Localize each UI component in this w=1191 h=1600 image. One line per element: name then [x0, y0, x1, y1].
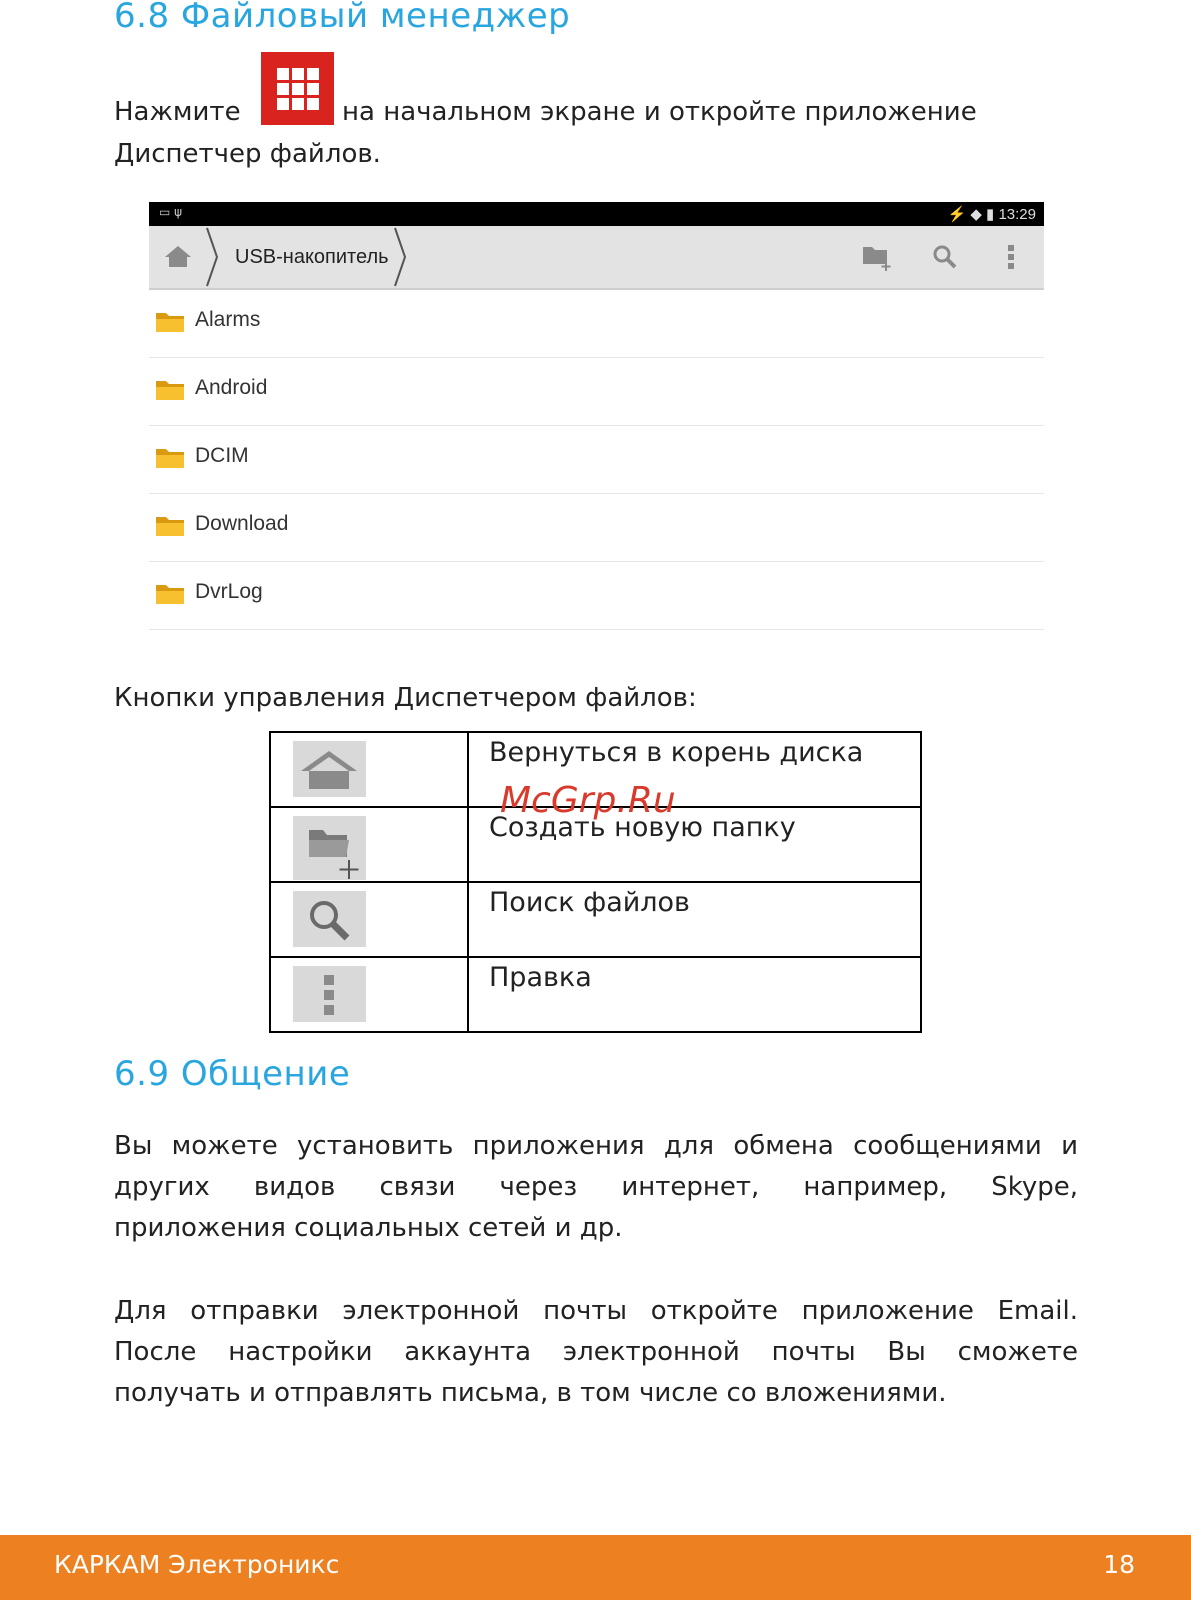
status-right — [947, 205, 1036, 223]
new-folder-icon[interactable] — [861, 242, 893, 272]
description-cell: Правка — [468, 957, 921, 1032]
folder-icon — [155, 583, 185, 605]
folder-name: Alarms — [195, 308, 261, 331]
list-item[interactable] — [149, 426, 1044, 494]
breadcrumb-label: USB-накопитель — [235, 245, 389, 268]
file-manager-screenshot — [149, 202, 1044, 627]
folder-name: Download — [195, 512, 289, 535]
icon-cell — [270, 957, 468, 1032]
status-icons: ⚡ ◆ ▮ — [947, 206, 999, 223]
folder-name: DvrLog — [195, 580, 263, 603]
list-item[interactable] — [149, 494, 1044, 562]
list-item[interactable] — [149, 358, 1044, 426]
paragraph-line: получать и отправлять письма, в том числе со вложениями. — [114, 1378, 947, 1408]
breadcrumb-separator-icon — [393, 226, 407, 288]
table-row — [270, 882, 921, 957]
breadcrumb-separator-icon — [205, 226, 219, 288]
section-title-communication: 6.9 Общение — [114, 1054, 351, 1094]
search-icon — [293, 891, 366, 947]
intro-paragraph — [114, 92, 241, 133]
description-cell: Вернуться в корень диска — [468, 732, 921, 807]
folder-icon — [155, 447, 185, 469]
search-icon[interactable] — [929, 242, 961, 272]
section-title-file-manager: 6.8 Файловый менеджер — [114, 0, 571, 36]
home-icon — [293, 741, 366, 797]
icon-cell — [270, 807, 468, 882]
folder-name: DCIM — [195, 444, 249, 467]
home-icon[interactable] — [163, 244, 193, 270]
controls-caption: Кнопки управления Диспетчером файлов: — [114, 683, 697, 713]
status-time: 13:29 — [998, 206, 1036, 223]
paragraph-line: приложения социальных сетей и др. — [114, 1213, 623, 1243]
paragraph-line: Вы можете установить приложения для обмена сообщениями и — [114, 1131, 1078, 1161]
new-folder-icon — [293, 816, 366, 880]
intro-line-2: Диспетчер файлов. — [114, 139, 381, 169]
status-bar — [149, 202, 1044, 226]
icon-cell — [270, 732, 468, 807]
more-vert-icon — [293, 966, 366, 1022]
more-vert-icon[interactable] — [995, 242, 1027, 272]
breadcrumb[interactable] — [205, 226, 407, 288]
action-bar — [149, 226, 1044, 290]
folder-icon — [155, 379, 185, 401]
controls-table — [269, 731, 922, 1033]
page-footer — [0, 1535, 1191, 1600]
apps-grid-icon — [261, 52, 334, 125]
folder-name: Android — [195, 376, 268, 399]
list-item[interactable] — [149, 290, 1044, 358]
paragraph-line: других видов связи через интернет, например, Skype, — [114, 1172, 1078, 1202]
intro-text-after-icon: на начальном экране и откройте приложение — [342, 97, 977, 127]
table-row — [270, 957, 921, 1032]
description-cell: Создать новую папку — [468, 807, 921, 882]
paragraph-line: После настройки аккаунта электронной почты Вы сможете — [114, 1337, 1078, 1367]
folder-list — [149, 290, 1044, 630]
intro-text-before-icon: Нажмите — [114, 97, 241, 127]
folder-icon — [155, 311, 185, 333]
description-cell: Поиск файлов — [468, 882, 921, 957]
icon-cell — [270, 882, 468, 957]
watermark: McGrp.Ru — [500, 780, 676, 821]
list-item[interactable] — [149, 562, 1044, 630]
notification-icons: ▭ ψ — [159, 205, 183, 219]
page-number: 18 — [1103, 1550, 1135, 1579]
folder-icon — [155, 515, 185, 537]
footer-brand: КАРКАМ Электроникс — [54, 1550, 340, 1579]
paragraph-line: Для отправки электронной почты откройте приложение Email. — [114, 1296, 1078, 1326]
